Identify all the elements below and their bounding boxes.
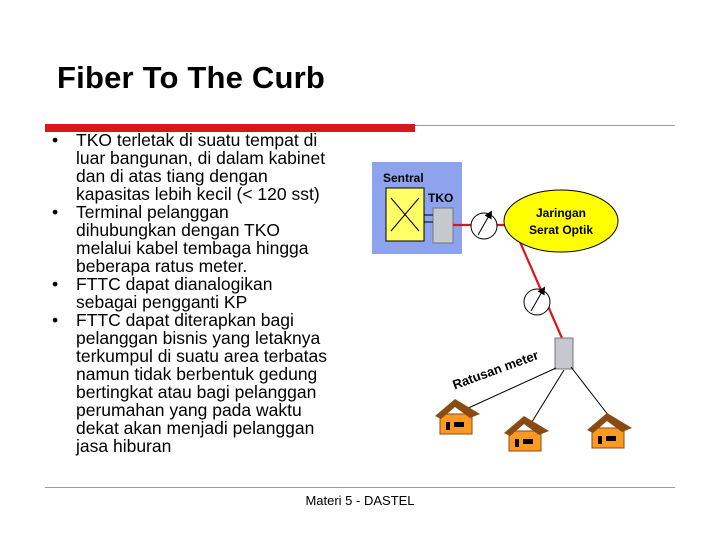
- bullet-line: jasa hiburan: [76, 436, 172, 456]
- bullet-dot: •: [52, 310, 59, 330]
- bullet-line: FTTC dapat dianalogikan: [76, 274, 273, 294]
- bullet-line: dekat akan menjadi pelanggan: [76, 418, 315, 438]
- footer-rule: [45, 487, 675, 488]
- gauge-icon: [471, 213, 497, 239]
- optical-network-ellipse: [504, 190, 618, 252]
- bullet-line: Terminal pelanggan: [76, 202, 229, 222]
- house-icon: [435, 399, 480, 434]
- bullet-dot: •: [52, 202, 59, 222]
- bullet-line: melalui kabel tembaga hingga: [76, 238, 309, 258]
- sentral-label: Sentral: [383, 171, 424, 185]
- bullet-dot: •: [52, 130, 59, 150]
- bullet-line: dan di atas tiang dengan: [76, 166, 268, 186]
- distance-label: Ratusan meter: [450, 347, 541, 393]
- network-label-line2: Serat Optik: [528, 223, 594, 237]
- bullet-line: sebagai pengganti KP: [76, 292, 248, 312]
- bullet-line: FTTC dapat diterapkan bagi: [76, 310, 294, 330]
- copper-line: [571, 367, 612, 420]
- house-icon: [587, 413, 632, 448]
- slide-title: Fiber To The Curb: [57, 60, 326, 95]
- bullet-line: kapasitas lebih kecil (< 120 sst): [76, 184, 320, 204]
- curb-cabinet-icon: [555, 338, 573, 369]
- network-label-line1: Jaringan: [535, 206, 587, 220]
- bullet-line: bertingkat atau bagi pelanggan: [76, 382, 317, 402]
- tko-label: TKO: [428, 191, 454, 205]
- house-icon: [504, 416, 549, 451]
- bullet-line: TKO terletak di suatu tempat di: [76, 130, 318, 150]
- tko-cabinet-icon: [433, 208, 453, 243]
- bullet-dot: •: [52, 274, 59, 294]
- copper-line: [530, 370, 564, 425]
- bullet-line: dihubungkan dengan TKO: [76, 220, 281, 240]
- slide-footer: Materi 5 - DASTEL: [305, 493, 415, 508]
- gauge-icon: [524, 289, 550, 315]
- bullet-line: perumahan yang pada waktu: [76, 400, 302, 420]
- bullet-line: beberapa ratus meter.: [76, 256, 248, 276]
- bullet-line: namun tidak berbentuk gedung: [76, 364, 318, 384]
- bullet-line: luar bangunan, di dalam kabinet: [76, 148, 326, 168]
- bullet-line: terkumpul di suatu area terbatas: [76, 346, 327, 366]
- bullet-line: pelanggan bisnis yang letaknya: [76, 328, 321, 348]
